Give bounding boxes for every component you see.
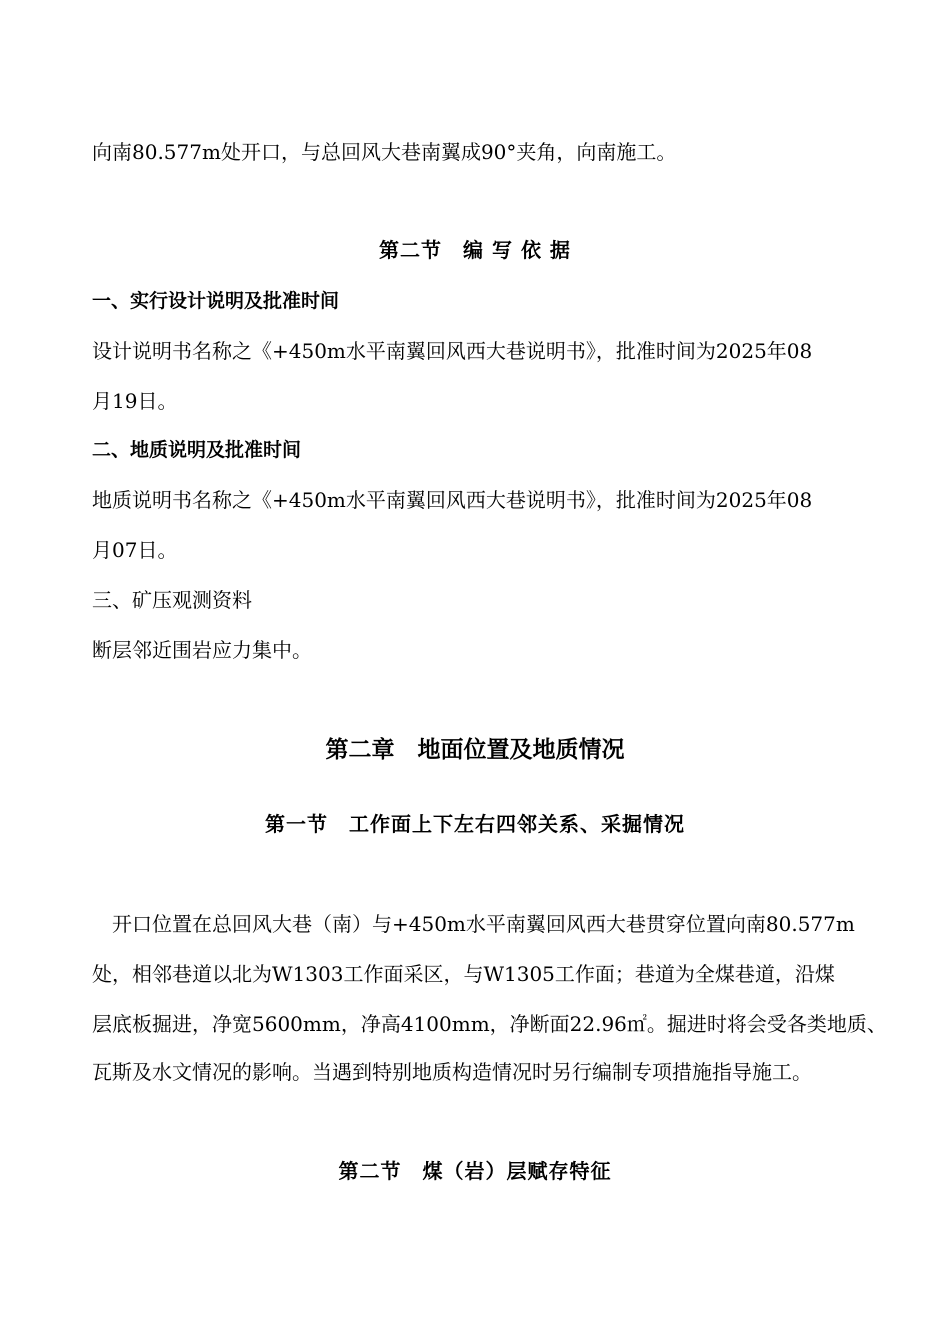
paragraph-text-line-1: 开口位置在总回风大巷（南）与+450m水平南翼回风西大巷贯穿位置向南80.577m (112, 912, 855, 936)
subheading-pressure-observation: 三、矿压观测资料 (92, 588, 252, 612)
intro-text-line: 向南80.577m处开口，与总回风大巷南翼成90°夹角，向南施工。 (92, 140, 677, 164)
geology-approval-text-line-2: 月07日。 (92, 538, 178, 562)
section-title-basis: 第二节 编 写 依 据 (379, 238, 571, 262)
subheading-design-approval: 一、实行设计说明及批准时间 (92, 290, 340, 312)
paragraph-text-line-3: 层底板掘进，净宽5600mm，净高4100mm，净断面22.96㎡。掘进时将会受各类地质、 (92, 1012, 887, 1036)
design-approval-text-line-2: 月19日。 (92, 389, 178, 413)
section-title-neighbors: 第一节 工作面上下左右四邻关系、采掘情况 (265, 812, 685, 836)
pressure-observation-text: 断层邻近围岩应力集中。 (92, 638, 312, 662)
section-title-coal-seam: 第二节 煤（岩）层赋存特征 (338, 1159, 612, 1183)
paragraph-text-line-4: 瓦斯及水文情况的影响。当遇到特别地质构造情况时另行编制专项措施指导施工。 (92, 1060, 812, 1084)
subheading-geology-approval: 二、地质说明及批准时间 (92, 439, 302, 461)
paragraph-text-line-2: 处，相邻巷道以北为W1303工作面采区，与W1305工作面；巷道为全煤巷道，沿煤 (92, 962, 835, 986)
design-approval-text-line-1: 设计说明书名称之《+450m水平南翼回风西大巷说明书》，批准时间为2025年08 (92, 339, 813, 363)
chapter-title-geology: 第二章 地面位置及地质情况 (325, 737, 625, 763)
geology-approval-text-line-1: 地质说明书名称之《+450m水平南翼回风西大巷说明书》，批准时间为2025年08 (92, 488, 813, 512)
